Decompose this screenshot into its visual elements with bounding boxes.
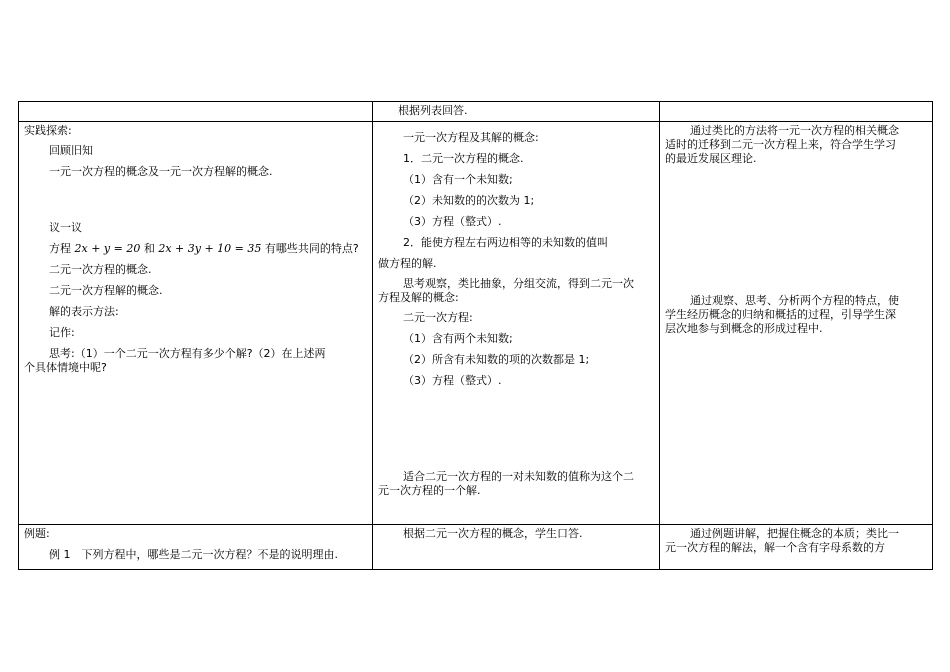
section-heading: 实践探索: [24, 124, 72, 137]
table-row [19, 102, 933, 122]
text-line: 元一次方程的解法，解一个含有字母系数的方 [665, 541, 885, 554]
discuss-title: 议一议 [49, 221, 82, 234]
text-line: 学生经历概念的归纳和概括的过程，引导学生深 [665, 308, 896, 321]
text-line: 元一次方程的一个解. [378, 484, 481, 497]
equation-line [24, 242, 368, 256]
method-line: 解的表示方法: [49, 305, 119, 318]
text-line: （2）所含有未知数的项的次数都是 1; [403, 353, 590, 366]
example-line: 例 1 下列方程中，哪些是二元一次方程？不是的说明理由. [49, 548, 338, 561]
text-line: 方程及解的概念: [378, 291, 459, 304]
equation-and: 和 [143, 242, 155, 255]
text-line: 1．二元一次方程的概念. [403, 152, 524, 165]
table-cell [19, 122, 373, 525]
text-line: 根据二元一次方程的概念，学生口答. [403, 527, 583, 540]
section-heading: 例题: [24, 527, 50, 540]
solution-line: 二元一次方程解的概念. [49, 284, 163, 297]
table-cell [19, 525, 373, 570]
equation-prefix: 方程 [49, 242, 71, 255]
table-cell [373, 102, 660, 122]
text-line: 的最近发展区理论. [665, 152, 757, 165]
table-cell [660, 102, 933, 122]
text-line: （3）方程（整式）. [403, 374, 502, 387]
table-cell [660, 122, 933, 525]
text-line: 思考观察，类比抽象，分组交流，得到二元一次 [403, 277, 634, 290]
text-line: （1）含有一个未知数; [403, 173, 513, 186]
text-line: 2．能使方程左右两边相等的未知数的值叫 [403, 236, 608, 249]
equation-suffix: 有哪些共同的特点? [264, 242, 359, 255]
table-cell [373, 122, 660, 525]
concept-line: 二元一次方程的概念. [49, 263, 152, 276]
text-line: 一元一次方程及其解的概念: [403, 131, 539, 144]
text-line: 做方程的解. [378, 257, 437, 270]
text-line: 适合二元一次方程的一对未知数的值称为这个二 [403, 470, 634, 483]
text-line: （1）含有两个未知数; [403, 332, 513, 345]
table-cell [373, 525, 660, 570]
review-text: 一元一次方程的概念及一元一次方程解的概念. [49, 165, 273, 178]
text-line: 适时的迁移到二元一次方程上来，符合学生学习 [665, 138, 896, 151]
equation-one: 2x + y = 20 [74, 242, 141, 255]
notation-line: 记作: [49, 326, 75, 339]
text-line: （3）方程（整式）. [403, 215, 502, 228]
text-line: 二元一次方程: [403, 311, 473, 324]
lesson-table-container [18, 101, 931, 570]
equation-two: 2x + 3y + 10 = 35 [158, 242, 262, 255]
think-line: 思考:（1）一个二元一次方程有多少个解?（2）在上述两 [49, 347, 326, 360]
text-line: 通过例题讲解，把握住概念的本质；类比一 [690, 527, 899, 540]
text-line: 通过类比的方法将一元一次方程的相关概念 [690, 124, 899, 137]
cell-text: 根据列表回答. [398, 104, 468, 117]
review-title: 回顾旧知 [49, 144, 93, 157]
text-line: （2）未知数的的次数为 1; [403, 194, 535, 207]
table-cell [660, 525, 933, 570]
think-line-continued: 个具体情境中呢? [24, 361, 107, 374]
table-cell [19, 102, 373, 122]
table-row [19, 122, 933, 525]
text-line: 层次地参与到概念的形成过程中. [665, 322, 823, 335]
table-row [19, 525, 933, 570]
lesson-plan-table [18, 101, 933, 570]
text-line: 通过观察、思考、分析两个方程的特点，使 [690, 294, 899, 307]
